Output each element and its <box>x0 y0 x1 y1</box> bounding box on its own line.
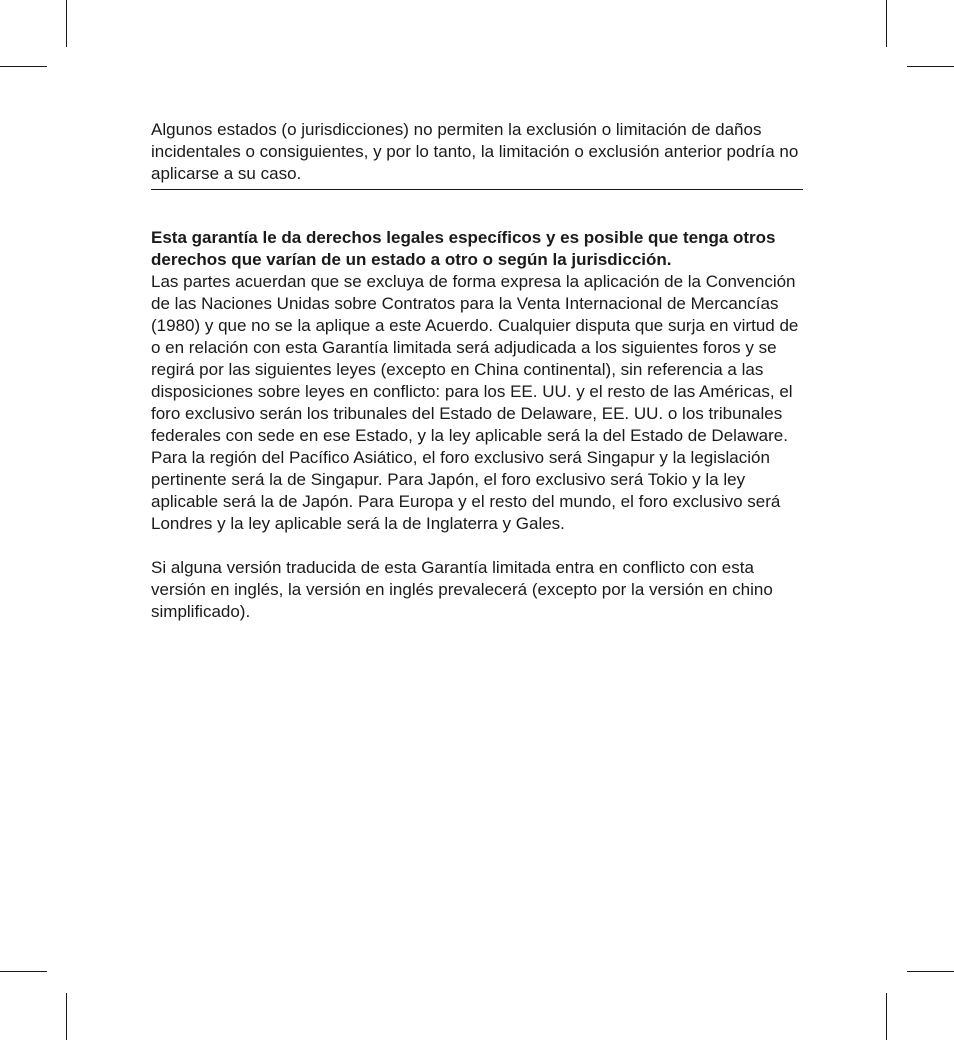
crop-mark-bottom-right-horizontal <box>907 971 954 972</box>
crop-mark-bottom-left-vertical <box>66 993 67 1040</box>
crop-mark-bottom-right-vertical <box>886 993 887 1040</box>
limitation-paragraph: Algunos estados (o jurisdicciones) no permiten la exclusión o limitación de daños incidentales o consiguientes, y por lo tanto, la limitación o exclusión anterior podría no aplicarse a su caso. <box>151 119 803 190</box>
crop-mark-bottom-left-horizontal <box>0 971 47 972</box>
jurisdiction-text: Las partes acuerdan que se excluya de forma expresa la aplicación de la Convención de las Naciones Unidas sobre Contratos para la Venta Internacional de Mercancías (1980) y que no se la aplique a este Acuerdo. Cualquier disputa que surja en virtud de o en relación con esta Garantía limitada será adjudicada a los siguientes foros y se regirá por las siguientes leyes (excepto en China continental), sin referencia a las disposiciones sobre leyes en conflicto: para los EE. UU. y el resto de las Américas, el foro exclusivo serán los tribunales del Estado de Delaware, EE. UU. o los tribunales federales con sede en ese Estado, y la ley aplicable será la del Estado de Delaware. Para la región del Pacífico Asiático, el foro exclusivo será Singapur y la legislación pertinente será la de Singapur. Para Japón, el foro exclusivo será Tokio y la ley aplicable será la de Japón. Para Europa y el resto del mundo, el foro exclusivo será Londres y la ley aplicable será la de Inglaterra y Gales. <box>151 272 799 533</box>
crop-mark-top-right-vertical <box>886 0 887 47</box>
rights-paragraph <box>151 227 803 535</box>
translation-paragraph: Si alguna versión traducida de esta Garantía limitada entra en conflicto con esta versión en inglés, la versión en inglés prevalecerá (excepto por la versión en chino simplificado). <box>151 558 773 621</box>
rights-section <box>151 227 803 535</box>
crop-mark-top-right-horizontal <box>907 66 954 67</box>
crop-mark-top-left-vertical <box>66 0 67 47</box>
document-body <box>151 119 803 623</box>
crop-mark-top-left-horizontal <box>0 66 47 67</box>
rights-bold-statement: Esta garantía le da derechos legales específicos y es posible que tenga otros derechos que varían de un estado a otro o según la jurisdicción. <box>151 228 776 269</box>
